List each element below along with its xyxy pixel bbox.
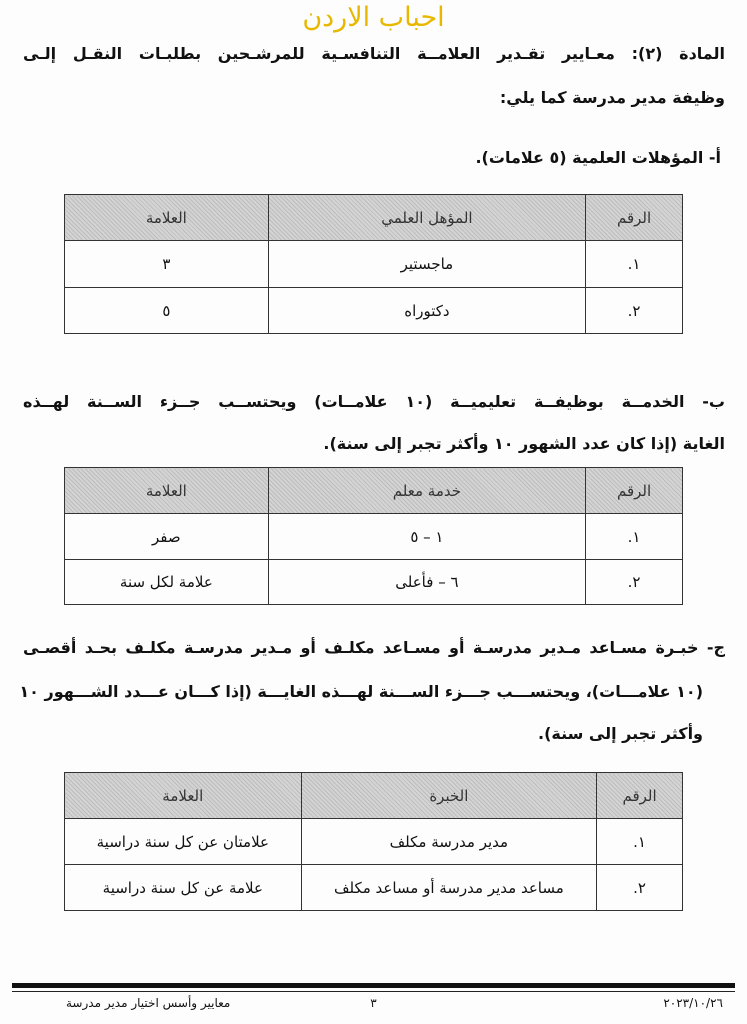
watermark-text: احباب الاردن (302, 2, 445, 33)
header-number: الرقم (597, 773, 683, 819)
header-number: الرقم (586, 195, 683, 241)
cell-number: ١. (586, 514, 683, 560)
table-row (65, 288, 683, 334)
cell-mark: ٣ (65, 241, 269, 288)
footer-date: ٢٠٢٣/١٠/٢٦ (663, 996, 723, 1010)
cell-number: ١. (597, 819, 683, 865)
header-mark: العلامة (65, 773, 302, 819)
footer-document-title: معايير وأسس اختيار مدير مدرسة (66, 996, 231, 1010)
cell-service: ٦ – فأعلى (268, 560, 585, 605)
cell-mark: علامة عن كل سنة دراسية (65, 865, 302, 911)
article-title-line-2: وظيفة مدير مدرسة كما يلي: (499, 88, 725, 107)
qualifications-table (64, 194, 683, 334)
teaching-service-table (64, 467, 683, 605)
cell-experience: مساعد مدير مدرسة أو مساعد مكلف (301, 865, 596, 911)
table-header-row (65, 773, 683, 819)
header-mark: العلامة (65, 195, 269, 241)
article-title-line-1: المادة (٢): معـايير تقـدير العلامــة التنافسـية للمرشـحين بطلبـات النقـل إلـى (23, 44, 726, 63)
table-row (65, 865, 683, 911)
section-c-line-3: وأكثر تجبر إلى سنة). (538, 724, 703, 743)
cell-mark: علامتان عن كل سنة دراسية (65, 819, 302, 865)
footer-rule-thick (12, 983, 735, 988)
table-header-row (65, 195, 683, 241)
footer-page-number: ٣ (370, 996, 377, 1010)
section-a-heading: أ- المؤهلات العلمية (٥ علامات). (475, 148, 721, 167)
cell-number: ٢. (586, 288, 683, 334)
header-experience: الخبرة (301, 773, 596, 819)
experience-table (64, 772, 683, 911)
cell-number: ١. (586, 241, 683, 288)
section-b-line-1: ب- الخدمــة بوظيفــة تعليميــة (١٠ علامــات) ويحتســب جــزء الســنة لهــذه (23, 392, 725, 411)
cell-service: ١ – ٥ (268, 514, 585, 560)
footer-rule-thin (12, 991, 735, 992)
section-c-line-1: ج- خبـرة مسـاعد مـدير مدرسـة أو مسـاعد مكلـف أو مـدير مدرسـة مكلـف بحـد أقصـى (23, 638, 725, 657)
header-mark: العلامة (65, 468, 269, 514)
cell-mark: ٥ (65, 288, 269, 334)
cell-mark: صفر (65, 514, 269, 560)
header-qualification: المؤهل العلمي (268, 195, 585, 241)
cell-qualification: دكتوراه (268, 288, 585, 334)
table-row (65, 241, 683, 288)
table-row (65, 514, 683, 560)
header-service: خدمة معلم (268, 468, 585, 514)
cell-experience: مدير مدرسة مكلف (301, 819, 596, 865)
table-row (65, 560, 683, 605)
section-b-line-2: الغاية (إذا كان عدد الشهور ١٠ وأكثر تجبر إلى سنة). (323, 434, 725, 453)
header-number: الرقم (586, 468, 683, 514)
table-row (65, 819, 683, 865)
cell-number: ٢. (586, 560, 683, 605)
cell-number: ٢. (597, 865, 683, 911)
cell-qualification: ماجستير (268, 241, 585, 288)
cell-mark: علامة لكل سنة (65, 560, 269, 605)
section-c-line-2: (١٠ علامـــات)، ويحتســـب جـــزء الســـنة لهـــذه الغايـــة (إذا كـــان عـــدد الشـــهور ١٠ (19, 682, 703, 701)
table-header-row (65, 468, 683, 514)
